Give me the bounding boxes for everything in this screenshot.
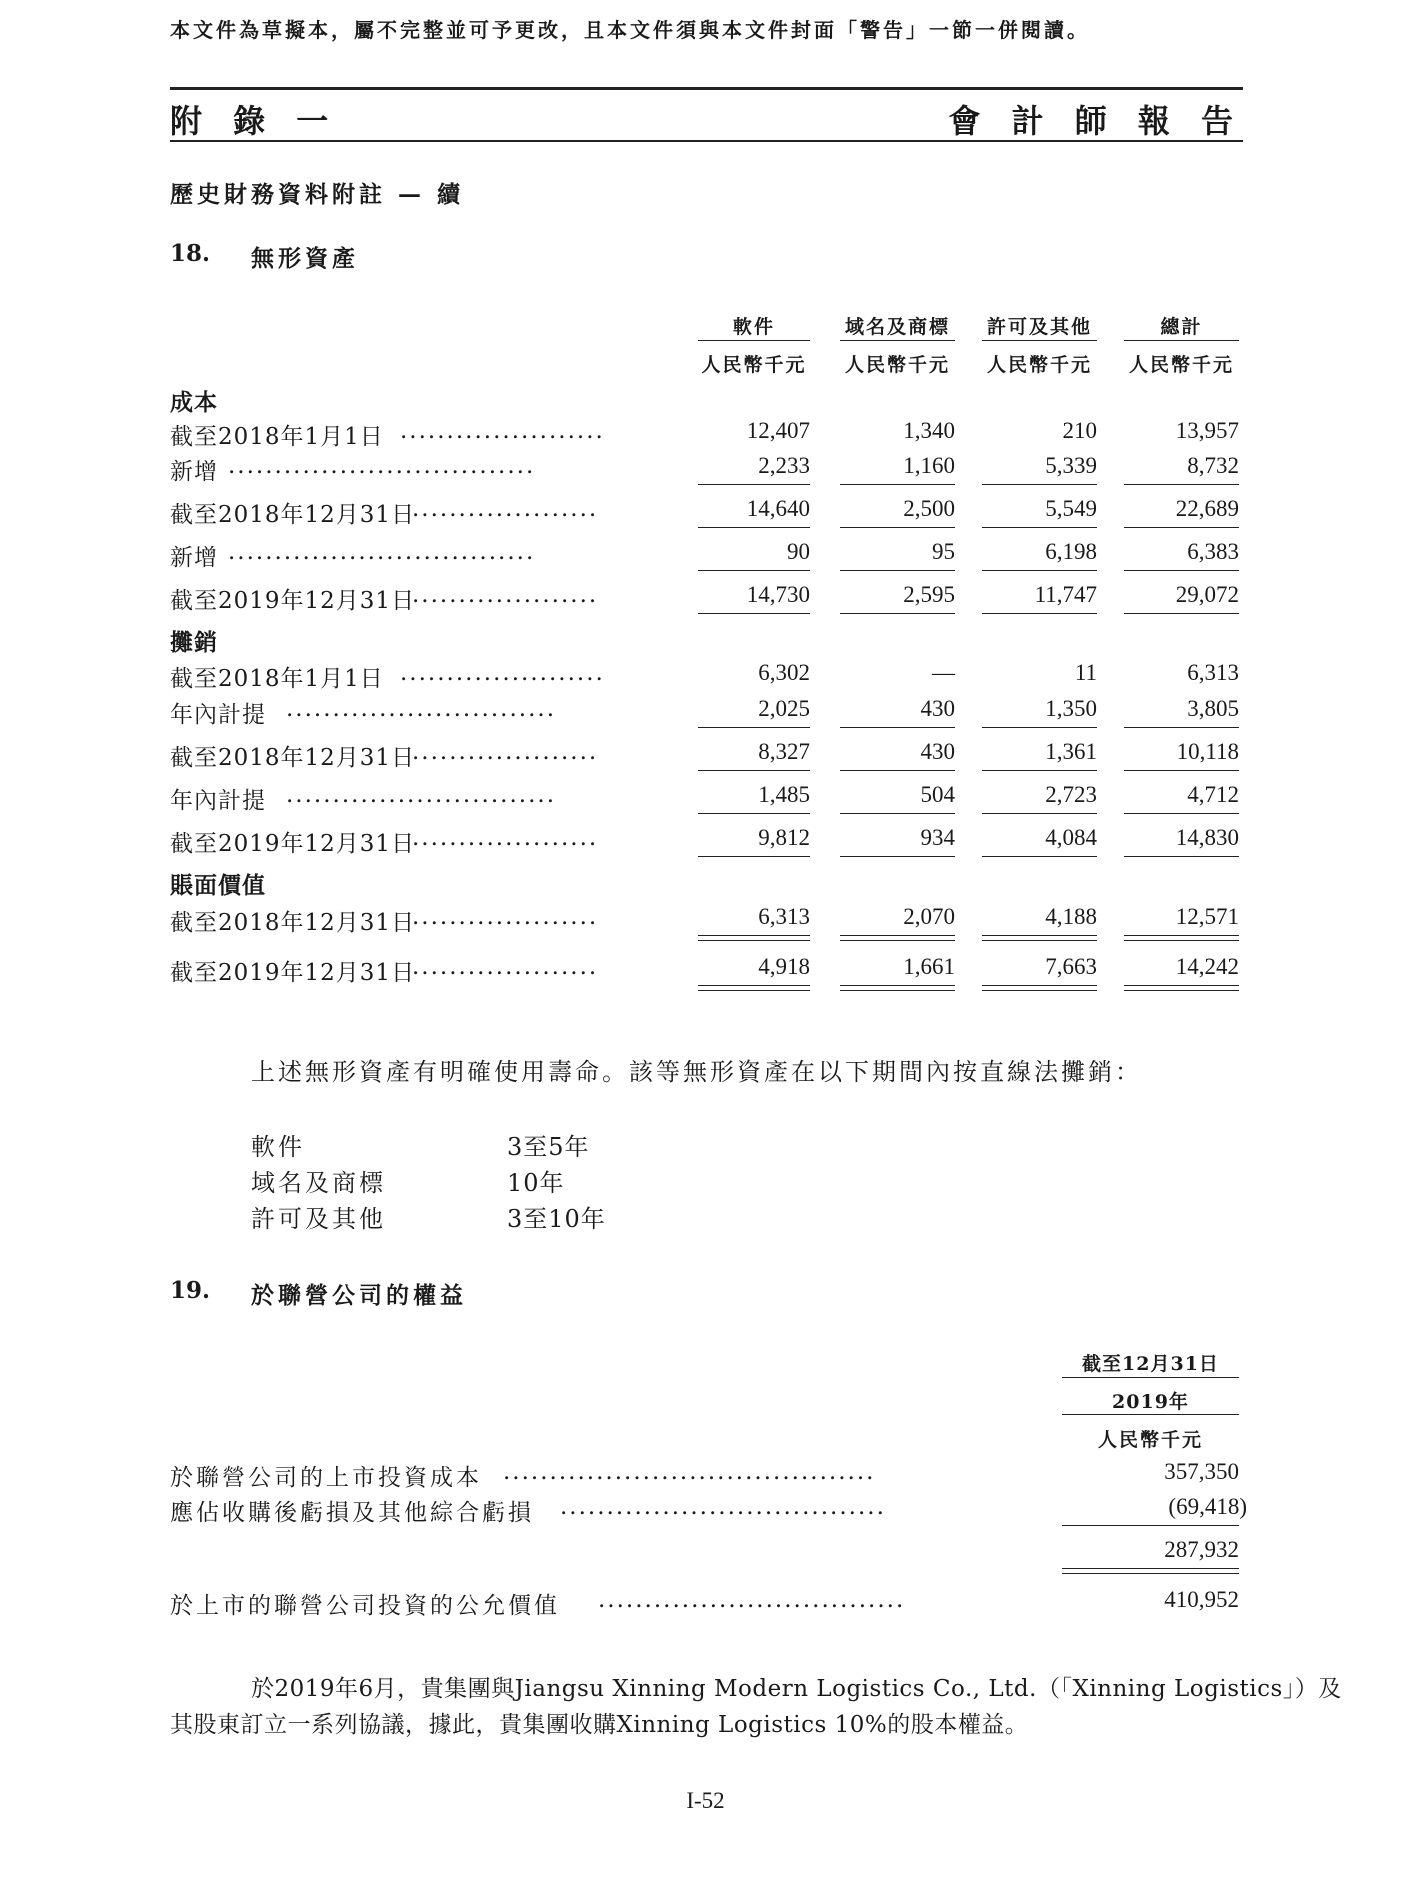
note19-title: 於聯營公司的權益 (251, 1282, 467, 1309)
page-number: I-52 (686, 1788, 725, 1813)
cell: 6,198 (1045, 539, 1097, 564)
cell: 14,640 (746, 496, 810, 521)
row-label: 截至2018年12月31日 (170, 745, 416, 771)
useful-life-period: 10年 (507, 1169, 565, 1197)
section-title: 歷史財務資料附註 — 續 (170, 181, 465, 208)
cell: 2,595 (903, 582, 955, 607)
header-top-rule (170, 87, 1243, 90)
cell: — (932, 660, 955, 685)
cell: 9,812 (758, 825, 810, 850)
cell: 11 (1074, 660, 1097, 685)
row-label: 新增 (170, 545, 218, 571)
col-header-year: 2019年 (1112, 1391, 1189, 1413)
cell: 6,383 (1187, 539, 1239, 564)
cell: 2,070 (903, 904, 955, 929)
row-label: 應佔收購後虧損及其他綜合虧損 (170, 1500, 534, 1526)
cell: 1,361 (1045, 739, 1097, 764)
note19-number: 19. (170, 1277, 211, 1304)
cell: 13,957 (1175, 418, 1239, 443)
cost-heading: 成本 (170, 389, 218, 416)
cell: 12,571 (1175, 904, 1239, 929)
cell: 6,302 (758, 660, 810, 685)
col-header-license: 許可及其他 (986, 316, 1092, 338)
cell: 29,072 (1175, 582, 1239, 607)
cell: 1,485 (758, 782, 810, 807)
cell: 14,242 (1175, 954, 1239, 979)
cell: 934 (920, 825, 955, 850)
cell: 2,025 (758, 696, 810, 721)
col-header-domain: 域名及商標 (844, 316, 950, 338)
cell: 7,663 (1045, 954, 1097, 979)
cell: 4,084 (1045, 825, 1097, 850)
cell: 3,805 (1187, 696, 1239, 721)
row-label: 截至2019年12月31日 (170, 588, 416, 614)
row-label: 於聯營公司的上市投資成本 (170, 1465, 482, 1491)
row-label: 年內計提 (170, 788, 266, 814)
cell: 90 (787, 539, 810, 564)
amortisation-heading: 攤銷 (170, 629, 218, 656)
row-label: 截至2019年12月31日 (170, 960, 416, 986)
currency-domain: 人民幣千元 (844, 354, 950, 376)
paragraph-line-1: 於2019年6月，貴集團與Jiangsu Xinning Modern Logistics Co., Ltd.（「Xinning Logistics」）及 (251, 1676, 1342, 1702)
useful-life-period: 3至5年 (507, 1133, 590, 1161)
row-label: 於上市的聯營公司投資的公允價值 (170, 1593, 560, 1619)
col-header-as-at: 截至12月31日 (1082, 1353, 1219, 1375)
cell: 11,747 (1034, 582, 1097, 607)
currency-software: 人民幣千元 (701, 354, 807, 376)
cell: 6,313 (1187, 660, 1239, 685)
cell: 1,160 (903, 453, 955, 478)
note18-number: 18. (170, 240, 211, 267)
fair-value-cell: 410,952 (1164, 1587, 1239, 1612)
cell: 6,313 (758, 904, 810, 929)
cell: 1,661 (903, 954, 955, 979)
cell: 8,732 (1187, 453, 1239, 478)
cell: 2,500 (903, 496, 955, 521)
col-header-software: 軟件 (732, 316, 775, 338)
cell: 1,340 (903, 418, 955, 443)
row-label: 新增 (170, 459, 218, 485)
cell: (69,418) (1168, 1494, 1247, 1519)
cell: 10,118 (1176, 739, 1239, 764)
cell: 430 (920, 696, 955, 721)
appendix-label: 附 錄 一 (170, 102, 339, 140)
header-bottom-rule (170, 140, 1243, 142)
cell: 4,918 (758, 954, 810, 979)
cell: 430 (920, 739, 955, 764)
useful-life-period: 3至10年 (507, 1205, 606, 1233)
col-header-currency: 人民幣千元 (1097, 1429, 1203, 1451)
row-label: 截至2019年12月31日 (170, 831, 416, 857)
cell: 95 (932, 539, 955, 564)
cell: 357,350 (1164, 1459, 1239, 1484)
cell: 210 (1062, 418, 1097, 443)
row-label: 截至2018年12月31日 (170, 910, 416, 936)
cell: 22,689 (1175, 496, 1239, 521)
paragraph-line-2: 其股東訂立一系列協議，據此，貴集團收購Xinning Logistics 10%的股本權益。 (170, 1712, 1029, 1738)
row-label: 截至2018年1月1日 (170, 424, 384, 450)
carrying-value-heading: 賬面價值 (170, 872, 266, 899)
row-label: 年內計提 (170, 702, 266, 728)
currency-total: 人民幣千元 (1128, 354, 1234, 376)
useful-life-item: 域名及商標 (251, 1169, 386, 1197)
cell: 8,327 (758, 739, 810, 764)
cell: 1,350 (1045, 696, 1097, 721)
row-label: 截至2018年1月1日 (170, 666, 384, 692)
row-label: 截至2018年12月31日 (170, 502, 416, 528)
cell: 2,233 (758, 453, 810, 478)
col-header-total: 總計 (1160, 316, 1203, 338)
cell: 5,549 (1045, 496, 1097, 521)
useful-life-item: 軟件 (251, 1133, 305, 1161)
cell: 12,407 (746, 418, 810, 443)
draft-notice: 本文件為草擬本，屬不完整並可予更改，且本文件須與本文件封面「警告」一節一併閱讀。 (170, 18, 1090, 42)
cell: 4,188 (1045, 904, 1097, 929)
subtotal-cell: 287,932 (1164, 1537, 1239, 1562)
cell: 14,730 (746, 582, 810, 607)
note18-title: 無形資產 (251, 245, 359, 272)
cell: 504 (920, 782, 955, 807)
cell: 2,723 (1045, 782, 1097, 807)
useful-life-text: 上述無形資產有明確使用壽命。該等無形資產在以下期間內按直線法攤銷： (251, 1058, 1142, 1086)
currency-license: 人民幣千元 (986, 354, 1092, 376)
useful-life-item: 許可及其他 (251, 1205, 386, 1233)
report-title: 會 計 師 報 告 (948, 102, 1243, 140)
cell: 5,339 (1045, 453, 1097, 478)
cell: 4,712 (1187, 782, 1239, 807)
cell: 14,830 (1175, 825, 1239, 850)
